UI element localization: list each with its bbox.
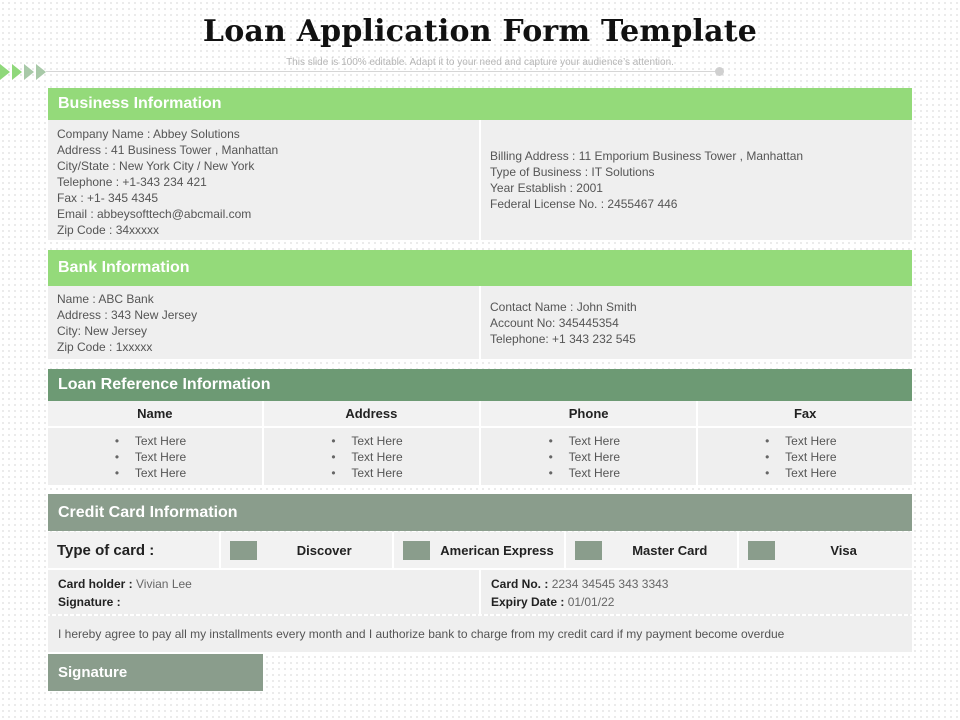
card-option-master-card[interactable] [566,532,739,568]
list-item: • Text Here [765,465,845,481]
card-holder-details [48,570,481,614]
list-item: • Text Here [549,433,629,449]
card-no-value: 2234 34545 343 3343 [551,577,669,591]
card-option-american-express[interactable] [394,532,567,568]
master-card-checkbox[interactable] [575,541,602,560]
business-city-state: City/State : New York City / New York [57,159,255,173]
bank-telephone: Telephone: +1 343 232 545 [490,331,636,346]
business-fax: Fax : +1- 345 4345 [57,191,159,205]
card-option-label: Discover [296,542,352,558]
bank-account-no: Account No: 345445354 [490,315,619,330]
bank-info-right [481,286,912,359]
loan-reference-table [48,401,912,485]
card-holder-label: Card holder : [58,577,133,591]
business-info-panel [48,120,912,240]
visa-checkbox[interactable] [748,541,775,560]
business-address: Address : 41 Business Tower , Manhattan [57,143,279,157]
column-header-fax: Fax [697,401,912,427]
fax-cell [697,427,912,485]
card-option-visa[interactable] [739,532,912,568]
list-item: • Text Here [549,449,629,465]
list-item: • Text Here [115,433,195,449]
card-number-details [481,570,912,614]
business-year-established: Year Establish : 2001 [490,181,603,195]
business-company-name: Company Name : Abbey Solutions [57,127,240,141]
business-info-right [481,120,912,240]
loan-reference-heading: Loan Reference Information [48,369,912,401]
list-item: • Text Here [765,449,845,465]
page-title: Loan Application Form Template [202,14,758,49]
bank-address: Address : 343 New Jersey [57,307,198,322]
card-holder-value: Vivian Lee [136,577,192,591]
business-type: Type of Business : IT Solutions [490,165,655,179]
card-no-label: Card No. : [491,577,549,591]
column-header-address: Address [263,401,480,427]
bank-info-left [48,286,481,359]
chevron-arrows-icon [0,63,48,81]
discover-checkbox[interactable] [230,541,257,560]
business-telephone: Telephone : +1-343 234 421 [57,175,207,189]
list-item: • Text Here [331,433,411,449]
table-row [48,427,912,485]
list-item: • Text Here [115,449,195,465]
credit-card-heading: Credit Card Information [48,494,912,531]
decorative-dot [715,67,724,76]
card-option-label: American Express [440,542,554,558]
signature-heading: Signature [48,654,263,691]
list-item: • Text Here [549,465,629,481]
american-express-checkbox[interactable] [403,541,430,560]
card-option-discover[interactable] [221,532,394,568]
decorative-divider [46,71,718,72]
column-header-name: Name [48,401,263,427]
list-item: • Text Here [331,465,411,481]
expiry-date-label: Expiry Date : [491,595,565,609]
phone-cell [480,427,697,485]
address-cell [263,427,480,485]
card-type-row [48,532,912,568]
card-holder-panel [48,570,912,614]
page-subtitle: This slide is 100% editable. Adapt it to your need and capture your audience’s attention. [286,57,674,68]
list-item: • Text Here [331,449,411,465]
business-email: Email : abbeysofttech@abcmail.com [57,207,252,221]
business-zip-code: Zip Code : 34xxxxx [57,223,160,237]
business-info-heading: Business Information [48,88,912,120]
expiry-date-value: 01/01/22 [567,595,615,609]
payment-agreement-text: I hereby agree to pay all my installments every month and I authorize bank to charge from my credit card if my payment become overdue [48,616,912,652]
bank-contact-name: Contact Name : John Smith [490,299,637,314]
bank-info-panel [48,286,912,359]
signature-label: Signature : [58,595,121,609]
card-option-label: Master Card [632,542,708,558]
column-header-phone: Phone [480,401,697,427]
card-option-label: Visa [830,542,857,558]
business-info-left [48,120,481,240]
business-billing-address: Billing Address : 11 Emporium Business Tower , Manhattan [490,149,804,163]
bank-city: City: New Jersey [57,323,148,338]
bank-info-heading: Bank Information [48,250,912,286]
bank-name: Name : ABC Bank [57,291,154,306]
list-item: • Text Here [115,465,195,481]
card-type-label: Type of card : [48,532,221,568]
bank-zip-code: Zip Code : 1xxxxx [57,339,153,354]
list-item: • Text Here [765,433,845,449]
business-federal-license: Federal License No. : 2455467 446 [490,197,678,211]
name-cell [48,427,263,485]
